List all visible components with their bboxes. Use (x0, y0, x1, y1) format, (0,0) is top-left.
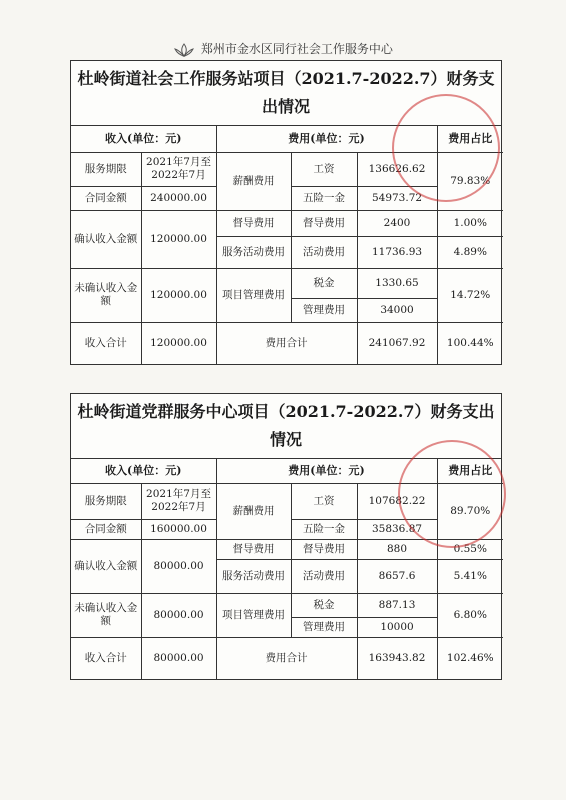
mgmt-ratio: 14.72% (437, 268, 503, 322)
wage-label: 工资 (291, 152, 357, 186)
activity-ratio: 4.89% (437, 236, 503, 268)
mgmt-value: 34000 (357, 298, 437, 322)
income-total-value: 120000.00 (141, 322, 216, 364)
income-total-label: 收入合计 (71, 322, 141, 364)
contract-value: 160000.00 (141, 519, 216, 539)
supervision-ratio: 0.55% (437, 539, 503, 559)
supervision-label: 督导费用 (291, 210, 357, 236)
tax-value: 887.13 (357, 593, 437, 617)
expense-total-value: 241067.92 (357, 322, 437, 364)
tax-value: 1330.65 (357, 268, 437, 298)
supervision-category: 督导费用 (216, 539, 291, 559)
salary-category: 薪酬费用 (216, 483, 291, 539)
unconfirmed-value: 120000.00 (141, 268, 216, 322)
insurance-value: 35836.87 (357, 519, 437, 539)
activity-value: 8657.6 (357, 559, 437, 593)
activity-category: 服务活动费用 (216, 559, 291, 593)
mgmt-value: 10000 (357, 617, 437, 637)
org-name: 郑州市金水区同行社会工作服务中心 (200, 42, 393, 56)
unconfirmed-label: 未确认收入金额 (71, 268, 141, 322)
supervision-value: 2400 (357, 210, 437, 236)
contract-label: 合同金额 (71, 186, 141, 210)
confirmed-value: 120000.00 (141, 210, 216, 268)
expense-total-label: 费用合计 (216, 637, 357, 679)
lotus-logo-icon (173, 43, 195, 57)
tax-label: 税金 (291, 268, 357, 298)
block-title: 杜岭街道党群服务中心项目（2021.7-2022.7）财务支出情况 (71, 394, 501, 459)
income-total-value: 80000.00 (141, 637, 216, 679)
total-ratio: 102.46% (437, 637, 503, 679)
service-period-value: 2021年7月至2022年7月 (141, 483, 216, 519)
wage-value: 136626.62 (357, 152, 437, 186)
contract-value: 240000.00 (141, 186, 216, 210)
wage-value: 107682.22 (357, 483, 437, 519)
mgmt-ratio: 6.80% (437, 593, 503, 637)
service-period-label: 服务期限 (71, 483, 141, 519)
tax-label: 税金 (291, 593, 357, 617)
seal-stamp-icon (398, 440, 506, 548)
ratio-header: 费用占比 (437, 459, 503, 483)
supervision-value: 880 (357, 539, 437, 559)
letterhead (0, 40, 566, 57)
activity-ratio: 5.41% (437, 559, 503, 593)
mgmt-label: 管理费用 (291, 617, 357, 637)
activity-label: 活动费用 (291, 559, 357, 593)
salary-category: 薪酬费用 (216, 152, 291, 210)
total-ratio: 100.44% (437, 322, 503, 364)
confirmed-label: 确认收入金额 (71, 210, 141, 268)
expense-total-label: 费用合计 (216, 322, 357, 364)
activity-value: 11736.93 (357, 236, 437, 268)
supervision-ratio: 1.00% (437, 210, 503, 236)
income-total-label: 收入合计 (71, 637, 141, 679)
mgmt-category: 项目管理费用 (216, 593, 291, 637)
expense-header: 费用(单位：元) (216, 126, 437, 152)
insurance-label: 五险一金 (291, 186, 357, 210)
confirmed-value: 80000.00 (141, 539, 216, 593)
service-period-label: 服务期限 (71, 152, 141, 186)
ratio-header: 费用占比 (437, 126, 503, 152)
insurance-label: 五险一金 (291, 519, 357, 539)
income-header: 收入(单位：元) (71, 459, 216, 483)
supervision-category: 督导费用 (216, 210, 291, 236)
wage-label: 工资 (291, 483, 357, 519)
activity-label: 活动费用 (291, 236, 357, 268)
block-title: 杜岭街道社会工作服务站项目（2021.7-2022.7）财务支出情况 (71, 61, 501, 126)
mgmt-category: 项目管理费用 (216, 268, 291, 322)
salary-ratio: 79.83% (437, 152, 503, 210)
unconfirmed-label: 未确认收入金额 (71, 593, 141, 637)
contract-label: 合同金额 (71, 519, 141, 539)
confirmed-label: 确认收入金额 (71, 539, 141, 593)
salary-ratio: 89.70% (437, 483, 503, 539)
activity-category: 服务活动费用 (216, 236, 291, 268)
expense-total-value: 163943.82 (357, 637, 437, 679)
income-header: 收入(单位：元) (71, 126, 216, 152)
mgmt-label: 管理费用 (291, 298, 357, 322)
expense-header: 费用(单位：元) (216, 459, 437, 483)
supervision-label: 督导费用 (291, 539, 357, 559)
service-period-value: 2021年7月至2022年7月 (141, 152, 216, 186)
unconfirmed-value: 80000.00 (141, 593, 216, 637)
insurance-value: 54973.72 (357, 186, 437, 210)
seal-stamp-icon (392, 94, 500, 202)
